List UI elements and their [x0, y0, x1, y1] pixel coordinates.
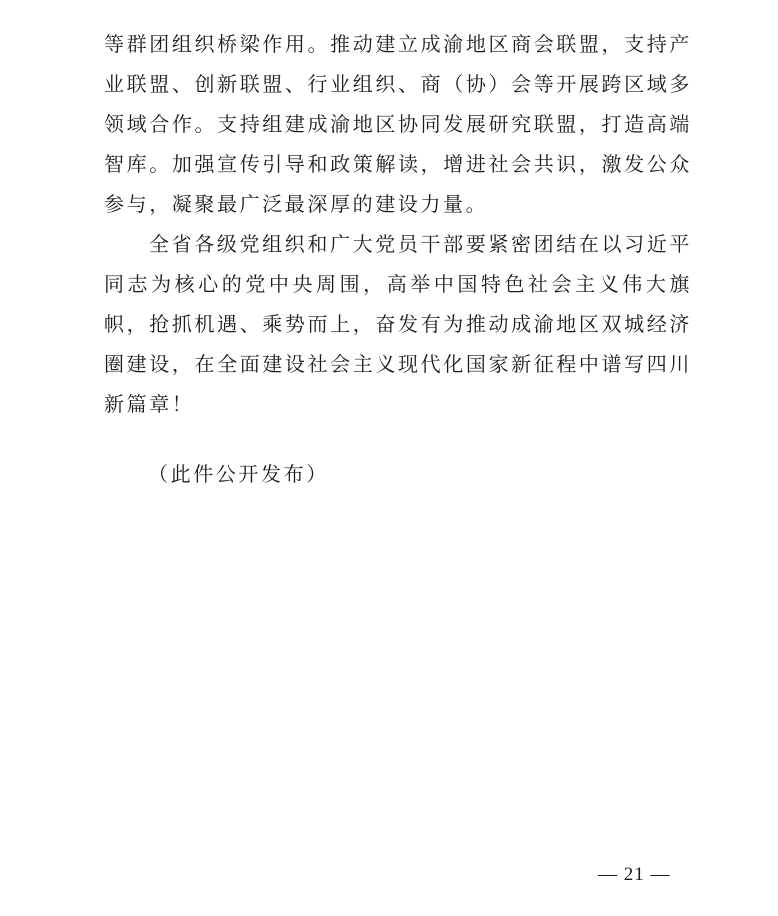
- paragraph-closing: 全省各级党组织和广大党员干部要紧密团结在以习近平同志为核心的党中央周围，高举中国特色社会主义伟大旗帜，抢抓机遇、乘势而上，奋发有为推动成渝地区双城经济圈建设，在全面建设社会主义现代化国家新征程中谱写四川新篇章！: [104, 232, 692, 416]
- page-number: — 21 —: [598, 864, 671, 885]
- publication-note: （此件公开发布）: [148, 462, 329, 486]
- paragraph-continuation: 等群团组织桥梁作用。推动建立成渝地区商会联盟，支持产业联盟、创新联盟、行业组织、商（协）会等开展跨区域多领域合作。支持组建成渝地区协同发展研究联盟，打造高端智库。加强宣传引导和政策解读，增进社会共识，激发公众参与，凝聚最广泛最深厚的建设力量。: [104, 32, 692, 216]
